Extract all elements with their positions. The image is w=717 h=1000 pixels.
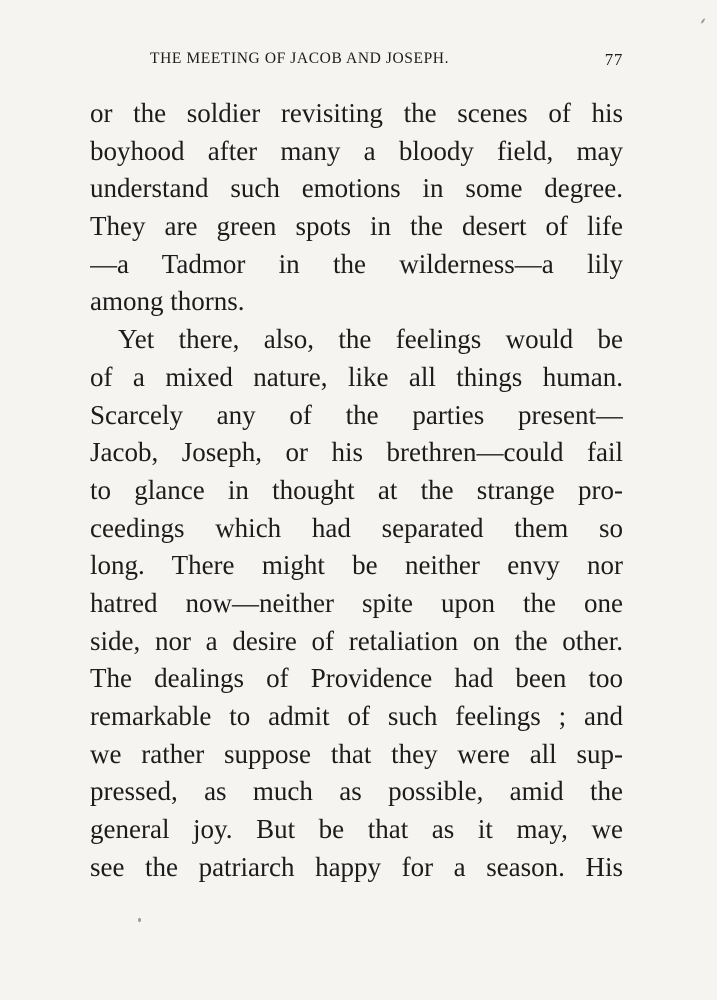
text-line: Jacob, Joseph, or his brethren—could fail: [90, 437, 623, 468]
text-line: to glance in thought at the strange pro-: [90, 474, 623, 505]
ink-speck: [700, 18, 705, 24]
text-line: see the patriarch happy for a season. His: [90, 851, 623, 882]
text-line: pressed, as much as possible, amid the: [90, 776, 623, 807]
text-line: long. There might be neither envy nor: [90, 550, 623, 581]
text-line: boyhood after many a bloody field, may: [90, 135, 623, 166]
text-line: side, nor a desire of retaliation on the other.: [90, 625, 623, 656]
text-line: general joy. But be that as it may, we: [90, 814, 623, 845]
text-line: Scarcely any of the parties present—: [90, 399, 623, 430]
text-line: The dealings of Providence had been too: [90, 663, 623, 694]
text-line: among thorns.: [90, 286, 245, 317]
text-line: we rather suppose that they were all sup-: [90, 738, 623, 769]
text-line: of a mixed nature, like all things human.: [90, 361, 623, 392]
text-line: understand such emotions in some degree.: [90, 173, 623, 204]
running-header: [150, 50, 625, 74]
paragraph: [90, 321, 623, 886]
text-line: —a Tadmor in the wilderness—a lily: [90, 248, 623, 279]
text-line: hatred now—neither spite upon the one: [90, 587, 623, 618]
text-line: Yet there, also, the feelings would be: [118, 324, 623, 355]
page-number: 77: [604, 50, 623, 69]
running-title: THE MEETING OF JACOB AND JOSEPH.: [150, 50, 450, 67]
text-line: They are green spots in the desert of life: [90, 211, 623, 242]
text-line: ceedings which had separated them so: [90, 512, 623, 543]
text-line: or the soldier revisiting the scenes of his: [90, 98, 623, 128]
text-line: remarkable to admit of such feelings ; and: [90, 701, 623, 731]
body-text: [90, 95, 623, 886]
ink-speck: [138, 918, 141, 922]
paragraph: [90, 95, 623, 321]
